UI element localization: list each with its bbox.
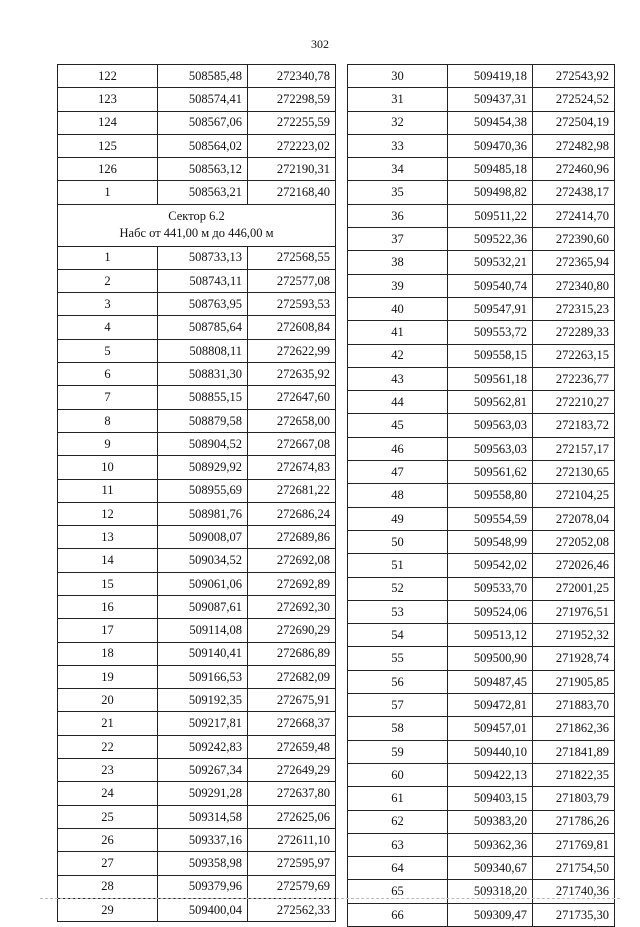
point-number-cell: 39 (348, 274, 448, 297)
x-coordinate-cell: 508785,64 (158, 316, 248, 339)
y-coordinate-cell: 272524,52 (533, 88, 615, 111)
x-coordinate-cell: 509008,07 (158, 526, 248, 549)
x-coordinate-cell: 509440,10 (448, 740, 533, 763)
point-number-cell: 64 (348, 857, 448, 880)
point-number-cell: 48 (348, 484, 448, 507)
y-coordinate-cell: 272674,83 (248, 456, 336, 479)
y-coordinate-cell: 272052,08 (533, 530, 615, 553)
y-coordinate-cell: 272692,30 (248, 595, 336, 618)
point-number-cell: 31 (348, 88, 448, 111)
table-row (348, 507, 615, 530)
table-row (58, 158, 336, 181)
point-number-cell: 125 (58, 134, 158, 157)
point-number-cell: 35 (348, 181, 448, 204)
y-coordinate-cell: 272298,59 (248, 88, 336, 111)
y-coordinate-cell: 272078,04 (533, 507, 615, 530)
x-coordinate-cell: 508763,95 (158, 293, 248, 316)
x-coordinate-cell: 509217,81 (158, 712, 248, 735)
y-coordinate-cell: 272608,84 (248, 316, 336, 339)
y-coordinate-cell: 271952,32 (533, 624, 615, 647)
y-coordinate-cell: 272562,33 (248, 898, 336, 921)
y-coordinate-cell: 272130,65 (533, 461, 615, 484)
section-header-cell (58, 204, 336, 246)
point-number-cell: 26 (58, 828, 158, 851)
table-row (348, 694, 615, 717)
table-row (58, 181, 336, 204)
table-row (348, 65, 615, 88)
point-number-cell: 66 (348, 903, 448, 926)
x-coordinate-cell: 509358,98 (158, 852, 248, 875)
y-coordinate-cell: 272315,23 (533, 297, 615, 320)
y-coordinate-cell: 272675,91 (248, 689, 336, 712)
section-subtitle: Набс от 441,00 м до 446,00 м (119, 225, 274, 240)
section-header-group (58, 204, 336, 246)
point-number-cell: 9 (58, 432, 158, 455)
x-coordinate-cell: 509061,06 (158, 572, 248, 595)
y-coordinate-cell: 272682,09 (248, 665, 336, 688)
point-number-cell: 63 (348, 833, 448, 856)
y-coordinate-cell: 272223,02 (248, 134, 336, 157)
point-number-cell: 41 (348, 321, 448, 344)
left-table-bottom-rows (58, 246, 336, 922)
point-number-cell: 8 (58, 409, 158, 432)
table-row (58, 875, 336, 898)
table-row (348, 181, 615, 204)
table-row (348, 530, 615, 553)
y-coordinate-cell: 271883,70 (533, 694, 615, 717)
table-row (58, 269, 336, 292)
x-coordinate-cell: 509422,13 (448, 763, 533, 786)
table-row (348, 158, 615, 181)
table-row (348, 88, 615, 111)
point-number-cell: 7 (58, 386, 158, 409)
y-coordinate-cell: 272647,60 (248, 386, 336, 409)
x-coordinate-cell: 509485,18 (448, 158, 533, 181)
x-coordinate-cell: 509309,47 (448, 903, 533, 926)
point-number-cell: 56 (348, 670, 448, 693)
table-row (58, 246, 336, 269)
point-number-cell: 5 (58, 339, 158, 362)
point-number-cell: 47 (348, 461, 448, 484)
y-coordinate-cell: 272340,80 (533, 274, 615, 297)
y-coordinate-cell: 271841,89 (533, 740, 615, 763)
table-row (58, 316, 336, 339)
y-coordinate-cell: 272692,08 (248, 549, 336, 572)
table-row (348, 344, 615, 367)
point-number-cell: 62 (348, 810, 448, 833)
point-number-cell: 33 (348, 134, 448, 157)
point-number-cell: 34 (348, 158, 448, 181)
table-row (58, 735, 336, 758)
point-number-cell: 45 (348, 414, 448, 437)
x-coordinate-cell: 509533,70 (448, 577, 533, 600)
y-coordinate-cell: 272625,06 (248, 805, 336, 828)
x-coordinate-cell: 509561,62 (448, 461, 533, 484)
y-coordinate-cell: 272168,40 (248, 181, 336, 204)
table-row (348, 228, 615, 251)
y-coordinate-cell: 272622,99 (248, 339, 336, 362)
x-coordinate-cell: 509114,08 (158, 619, 248, 642)
x-coordinate-cell: 508981,76 (158, 502, 248, 525)
x-coordinate-cell: 509383,20 (448, 810, 533, 833)
table-row (348, 251, 615, 274)
x-coordinate-cell: 509487,45 (448, 670, 533, 693)
y-coordinate-cell: 272668,37 (248, 712, 336, 735)
table-row (348, 903, 615, 926)
table-row (348, 204, 615, 227)
table-row (58, 828, 336, 851)
x-coordinate-cell: 509437,31 (448, 88, 533, 111)
table-row (348, 740, 615, 763)
x-coordinate-cell: 508955,69 (158, 479, 248, 502)
y-coordinate-cell: 272658,00 (248, 409, 336, 432)
x-coordinate-cell: 509403,15 (448, 787, 533, 810)
x-coordinate-cell: 508855,15 (158, 386, 248, 409)
table-row (58, 852, 336, 875)
y-coordinate-cell: 272414,70 (533, 204, 615, 227)
y-coordinate-cell: 272365,94 (533, 251, 615, 274)
section-title: Сектор 6.2 (168, 208, 225, 223)
point-number-cell: 13 (58, 526, 158, 549)
point-number-cell: 37 (348, 228, 448, 251)
table-row (58, 595, 336, 618)
point-number-cell: 46 (348, 437, 448, 460)
y-coordinate-cell: 272649,29 (248, 759, 336, 782)
point-number-cell: 59 (348, 740, 448, 763)
y-coordinate-cell: 271862,36 (533, 717, 615, 740)
y-coordinate-cell: 271905,85 (533, 670, 615, 693)
table-row (58, 65, 336, 88)
y-coordinate-cell: 271740,36 (533, 880, 615, 903)
table-row (58, 88, 336, 111)
table-row (58, 665, 336, 688)
table-row (58, 432, 336, 455)
table-row (58, 642, 336, 665)
table-row (58, 619, 336, 642)
y-coordinate-cell: 272289,33 (533, 321, 615, 344)
x-coordinate-cell: 509192,35 (158, 689, 248, 712)
point-number-cell: 36 (348, 204, 448, 227)
coordinates-table-right (347, 64, 615, 927)
point-number-cell: 27 (58, 852, 158, 875)
table-row (348, 833, 615, 856)
table-row (58, 134, 336, 157)
x-coordinate-cell: 509470,36 (448, 134, 533, 157)
table-row (348, 647, 615, 670)
x-coordinate-cell: 508808,11 (158, 339, 248, 362)
point-number-cell: 30 (348, 65, 448, 88)
point-number-cell: 55 (348, 647, 448, 670)
y-coordinate-cell: 272183,72 (533, 414, 615, 437)
x-coordinate-cell: 509498,82 (448, 181, 533, 204)
table-row (58, 111, 336, 134)
point-number-cell: 16 (58, 595, 158, 618)
x-coordinate-cell: 509140,41 (158, 642, 248, 665)
y-coordinate-cell: 272438,17 (533, 181, 615, 204)
point-number-cell: 52 (348, 577, 448, 600)
table-row (348, 297, 615, 320)
x-coordinate-cell: 509513,12 (448, 624, 533, 647)
table-row (348, 391, 615, 414)
table-row (348, 857, 615, 880)
point-number-cell: 49 (348, 507, 448, 530)
table-row (348, 134, 615, 157)
point-number-cell: 53 (348, 600, 448, 623)
table-row (348, 111, 615, 134)
table-row (348, 461, 615, 484)
y-coordinate-cell: 272482,98 (533, 134, 615, 157)
x-coordinate-cell: 509291,28 (158, 782, 248, 805)
x-coordinate-cell: 509337,16 (158, 828, 248, 851)
point-number-cell: 123 (58, 88, 158, 111)
right-table-rows (348, 65, 615, 927)
left-table-top-rows (58, 65, 336, 205)
y-coordinate-cell: 272543,92 (533, 65, 615, 88)
x-coordinate-cell: 509362,36 (448, 833, 533, 856)
point-number-cell: 3 (58, 293, 158, 316)
y-coordinate-cell: 271735,30 (533, 903, 615, 926)
x-coordinate-cell: 508564,02 (158, 134, 248, 157)
table-row (348, 670, 615, 693)
page-number: 302 (311, 37, 329, 51)
x-coordinate-cell: 508563,21 (158, 181, 248, 204)
point-number-cell: 19 (58, 665, 158, 688)
x-coordinate-cell: 509034,52 (158, 549, 248, 572)
table-row (58, 689, 336, 712)
x-coordinate-cell: 509554,59 (448, 507, 533, 530)
point-number-cell: 1 (58, 246, 158, 269)
x-coordinate-cell: 509548,99 (448, 530, 533, 553)
x-coordinate-cell: 509400,04 (158, 898, 248, 921)
point-number-cell: 4 (58, 316, 158, 339)
scan-edge-line (40, 898, 620, 900)
table-row (348, 274, 615, 297)
y-coordinate-cell: 272681,22 (248, 479, 336, 502)
x-coordinate-cell: 509542,02 (448, 554, 533, 577)
point-number-cell: 25 (58, 805, 158, 828)
x-coordinate-cell: 509472,81 (448, 694, 533, 717)
x-coordinate-cell: 509547,91 (448, 297, 533, 320)
y-coordinate-cell: 272255,59 (248, 111, 336, 134)
point-number-cell: 22 (58, 735, 158, 758)
table-row (348, 600, 615, 623)
point-number-cell: 14 (58, 549, 158, 572)
section-header-row (58, 204, 336, 246)
table-row (58, 293, 336, 316)
x-coordinate-cell: 508574,41 (158, 88, 248, 111)
y-coordinate-cell: 272236,77 (533, 367, 615, 390)
y-coordinate-cell: 271769,81 (533, 833, 615, 856)
point-number-cell: 61 (348, 787, 448, 810)
y-coordinate-cell: 271786,26 (533, 810, 615, 833)
x-coordinate-cell: 509561,18 (448, 367, 533, 390)
y-coordinate-cell: 272611,10 (248, 828, 336, 851)
y-coordinate-cell: 272577,08 (248, 269, 336, 292)
x-coordinate-cell: 509457,01 (448, 717, 533, 740)
point-number-cell: 20 (58, 689, 158, 712)
y-coordinate-cell: 272667,08 (248, 432, 336, 455)
point-number-cell: 124 (58, 111, 158, 134)
table-row (348, 787, 615, 810)
point-number-cell: 44 (348, 391, 448, 414)
table-row (58, 502, 336, 525)
x-coordinate-cell: 509558,15 (448, 344, 533, 367)
x-coordinate-cell: 509532,21 (448, 251, 533, 274)
point-number-cell: 21 (58, 712, 158, 735)
y-coordinate-cell: 272659,48 (248, 735, 336, 758)
x-coordinate-cell: 509558,80 (448, 484, 533, 507)
x-coordinate-cell: 509500,90 (448, 647, 533, 670)
x-coordinate-cell: 509511,22 (448, 204, 533, 227)
x-coordinate-cell: 509563,03 (448, 414, 533, 437)
point-number-cell: 6 (58, 363, 158, 386)
y-coordinate-cell: 272340,78 (248, 65, 336, 88)
point-number-cell: 58 (348, 717, 448, 740)
point-number-cell: 23 (58, 759, 158, 782)
point-number-cell: 54 (348, 624, 448, 647)
y-coordinate-cell: 272504,19 (533, 111, 615, 134)
point-number-cell: 29 (58, 898, 158, 921)
table-row (58, 363, 336, 386)
table-row (348, 763, 615, 786)
y-coordinate-cell: 272568,55 (248, 246, 336, 269)
point-number-cell: 28 (58, 875, 158, 898)
point-number-cell: 60 (348, 763, 448, 786)
x-coordinate-cell: 509267,34 (158, 759, 248, 782)
x-coordinate-cell: 509454,38 (448, 111, 533, 134)
y-coordinate-cell: 272460,96 (533, 158, 615, 181)
table-row (58, 759, 336, 782)
y-coordinate-cell: 272001,25 (533, 577, 615, 600)
y-coordinate-cell: 271803,79 (533, 787, 615, 810)
x-coordinate-cell: 508567,06 (158, 111, 248, 134)
table-row (348, 367, 615, 390)
x-coordinate-cell: 509563,03 (448, 437, 533, 460)
x-coordinate-cell: 508904,52 (158, 432, 248, 455)
table-row (58, 549, 336, 572)
x-coordinate-cell: 508563,12 (158, 158, 248, 181)
point-number-cell: 40 (348, 297, 448, 320)
y-coordinate-cell: 271976,51 (533, 600, 615, 623)
point-number-cell: 10 (58, 456, 158, 479)
y-coordinate-cell: 272390,60 (533, 228, 615, 251)
point-number-cell: 126 (58, 158, 158, 181)
point-number-cell: 32 (348, 111, 448, 134)
x-coordinate-cell: 509553,72 (448, 321, 533, 344)
x-coordinate-cell: 509340,67 (448, 857, 533, 880)
x-coordinate-cell: 509242,83 (158, 735, 248, 758)
table-row (58, 805, 336, 828)
y-coordinate-cell: 272190,31 (248, 158, 336, 181)
x-coordinate-cell: 509379,96 (158, 875, 248, 898)
point-number-cell: 51 (348, 554, 448, 577)
table-row (348, 577, 615, 600)
point-number-cell: 12 (58, 502, 158, 525)
table-row (58, 572, 336, 595)
y-coordinate-cell: 272104,25 (533, 484, 615, 507)
table-row (348, 437, 615, 460)
point-number-cell: 57 (348, 694, 448, 717)
table-row (58, 712, 336, 735)
table-row (58, 898, 336, 921)
y-coordinate-cell: 272593,53 (248, 293, 336, 316)
point-number-cell: 17 (58, 619, 158, 642)
table-row (348, 484, 615, 507)
y-coordinate-cell: 272026,46 (533, 554, 615, 577)
point-number-cell: 11 (58, 479, 158, 502)
y-coordinate-cell: 272689,86 (248, 526, 336, 549)
coordinates-table-left (57, 64, 336, 922)
table-row (348, 414, 615, 437)
point-number-cell: 15 (58, 572, 158, 595)
point-number-cell: 18 (58, 642, 158, 665)
y-coordinate-cell: 272690,29 (248, 619, 336, 642)
x-coordinate-cell: 509522,36 (448, 228, 533, 251)
table-row (58, 782, 336, 805)
point-number-cell: 38 (348, 251, 448, 274)
y-coordinate-cell: 272635,92 (248, 363, 336, 386)
y-coordinate-cell: 272637,80 (248, 782, 336, 805)
x-coordinate-cell: 509087,61 (158, 595, 248, 618)
table-row (58, 456, 336, 479)
y-coordinate-cell: 272595,97 (248, 852, 336, 875)
point-number-cell: 24 (58, 782, 158, 805)
point-number-cell: 65 (348, 880, 448, 903)
table-row (348, 624, 615, 647)
point-number-cell: 42 (348, 344, 448, 367)
y-coordinate-cell: 272210,27 (533, 391, 615, 414)
table-row (58, 409, 336, 432)
x-coordinate-cell: 509419,18 (448, 65, 533, 88)
point-number-cell: 2 (58, 269, 158, 292)
y-coordinate-cell: 272686,24 (248, 502, 336, 525)
point-number-cell: 43 (348, 367, 448, 390)
x-coordinate-cell: 509318,20 (448, 880, 533, 903)
x-coordinate-cell: 509314,58 (158, 805, 248, 828)
table-row (58, 479, 336, 502)
y-coordinate-cell: 271754,50 (533, 857, 615, 880)
x-coordinate-cell: 509562,81 (448, 391, 533, 414)
table-row (348, 717, 615, 740)
x-coordinate-cell: 508831,30 (158, 363, 248, 386)
x-coordinate-cell: 509166,53 (158, 665, 248, 688)
y-coordinate-cell: 272579,69 (248, 875, 336, 898)
x-coordinate-cell: 509524,06 (448, 600, 533, 623)
y-coordinate-cell: 271822,35 (533, 763, 615, 786)
x-coordinate-cell: 508929,92 (158, 456, 248, 479)
x-coordinate-cell: 509540,74 (448, 274, 533, 297)
point-number-cell: 122 (58, 65, 158, 88)
table-row (348, 321, 615, 344)
point-number-cell: 1 (58, 181, 158, 204)
table-row (58, 526, 336, 549)
table-row (58, 386, 336, 409)
y-coordinate-cell: 272157,17 (533, 437, 615, 460)
x-coordinate-cell: 508743,11 (158, 269, 248, 292)
point-number-cell: 50 (348, 530, 448, 553)
x-coordinate-cell: 508733,13 (158, 246, 248, 269)
y-coordinate-cell: 272692,89 (248, 572, 336, 595)
x-coordinate-cell: 508585,48 (158, 65, 248, 88)
x-coordinate-cell: 508879,58 (158, 409, 248, 432)
table-row (348, 810, 615, 833)
y-coordinate-cell: 272686,89 (248, 642, 336, 665)
y-coordinate-cell: 272263,15 (533, 344, 615, 367)
y-coordinate-cell: 271928,74 (533, 647, 615, 670)
table-row (58, 339, 336, 362)
table-row (348, 554, 615, 577)
